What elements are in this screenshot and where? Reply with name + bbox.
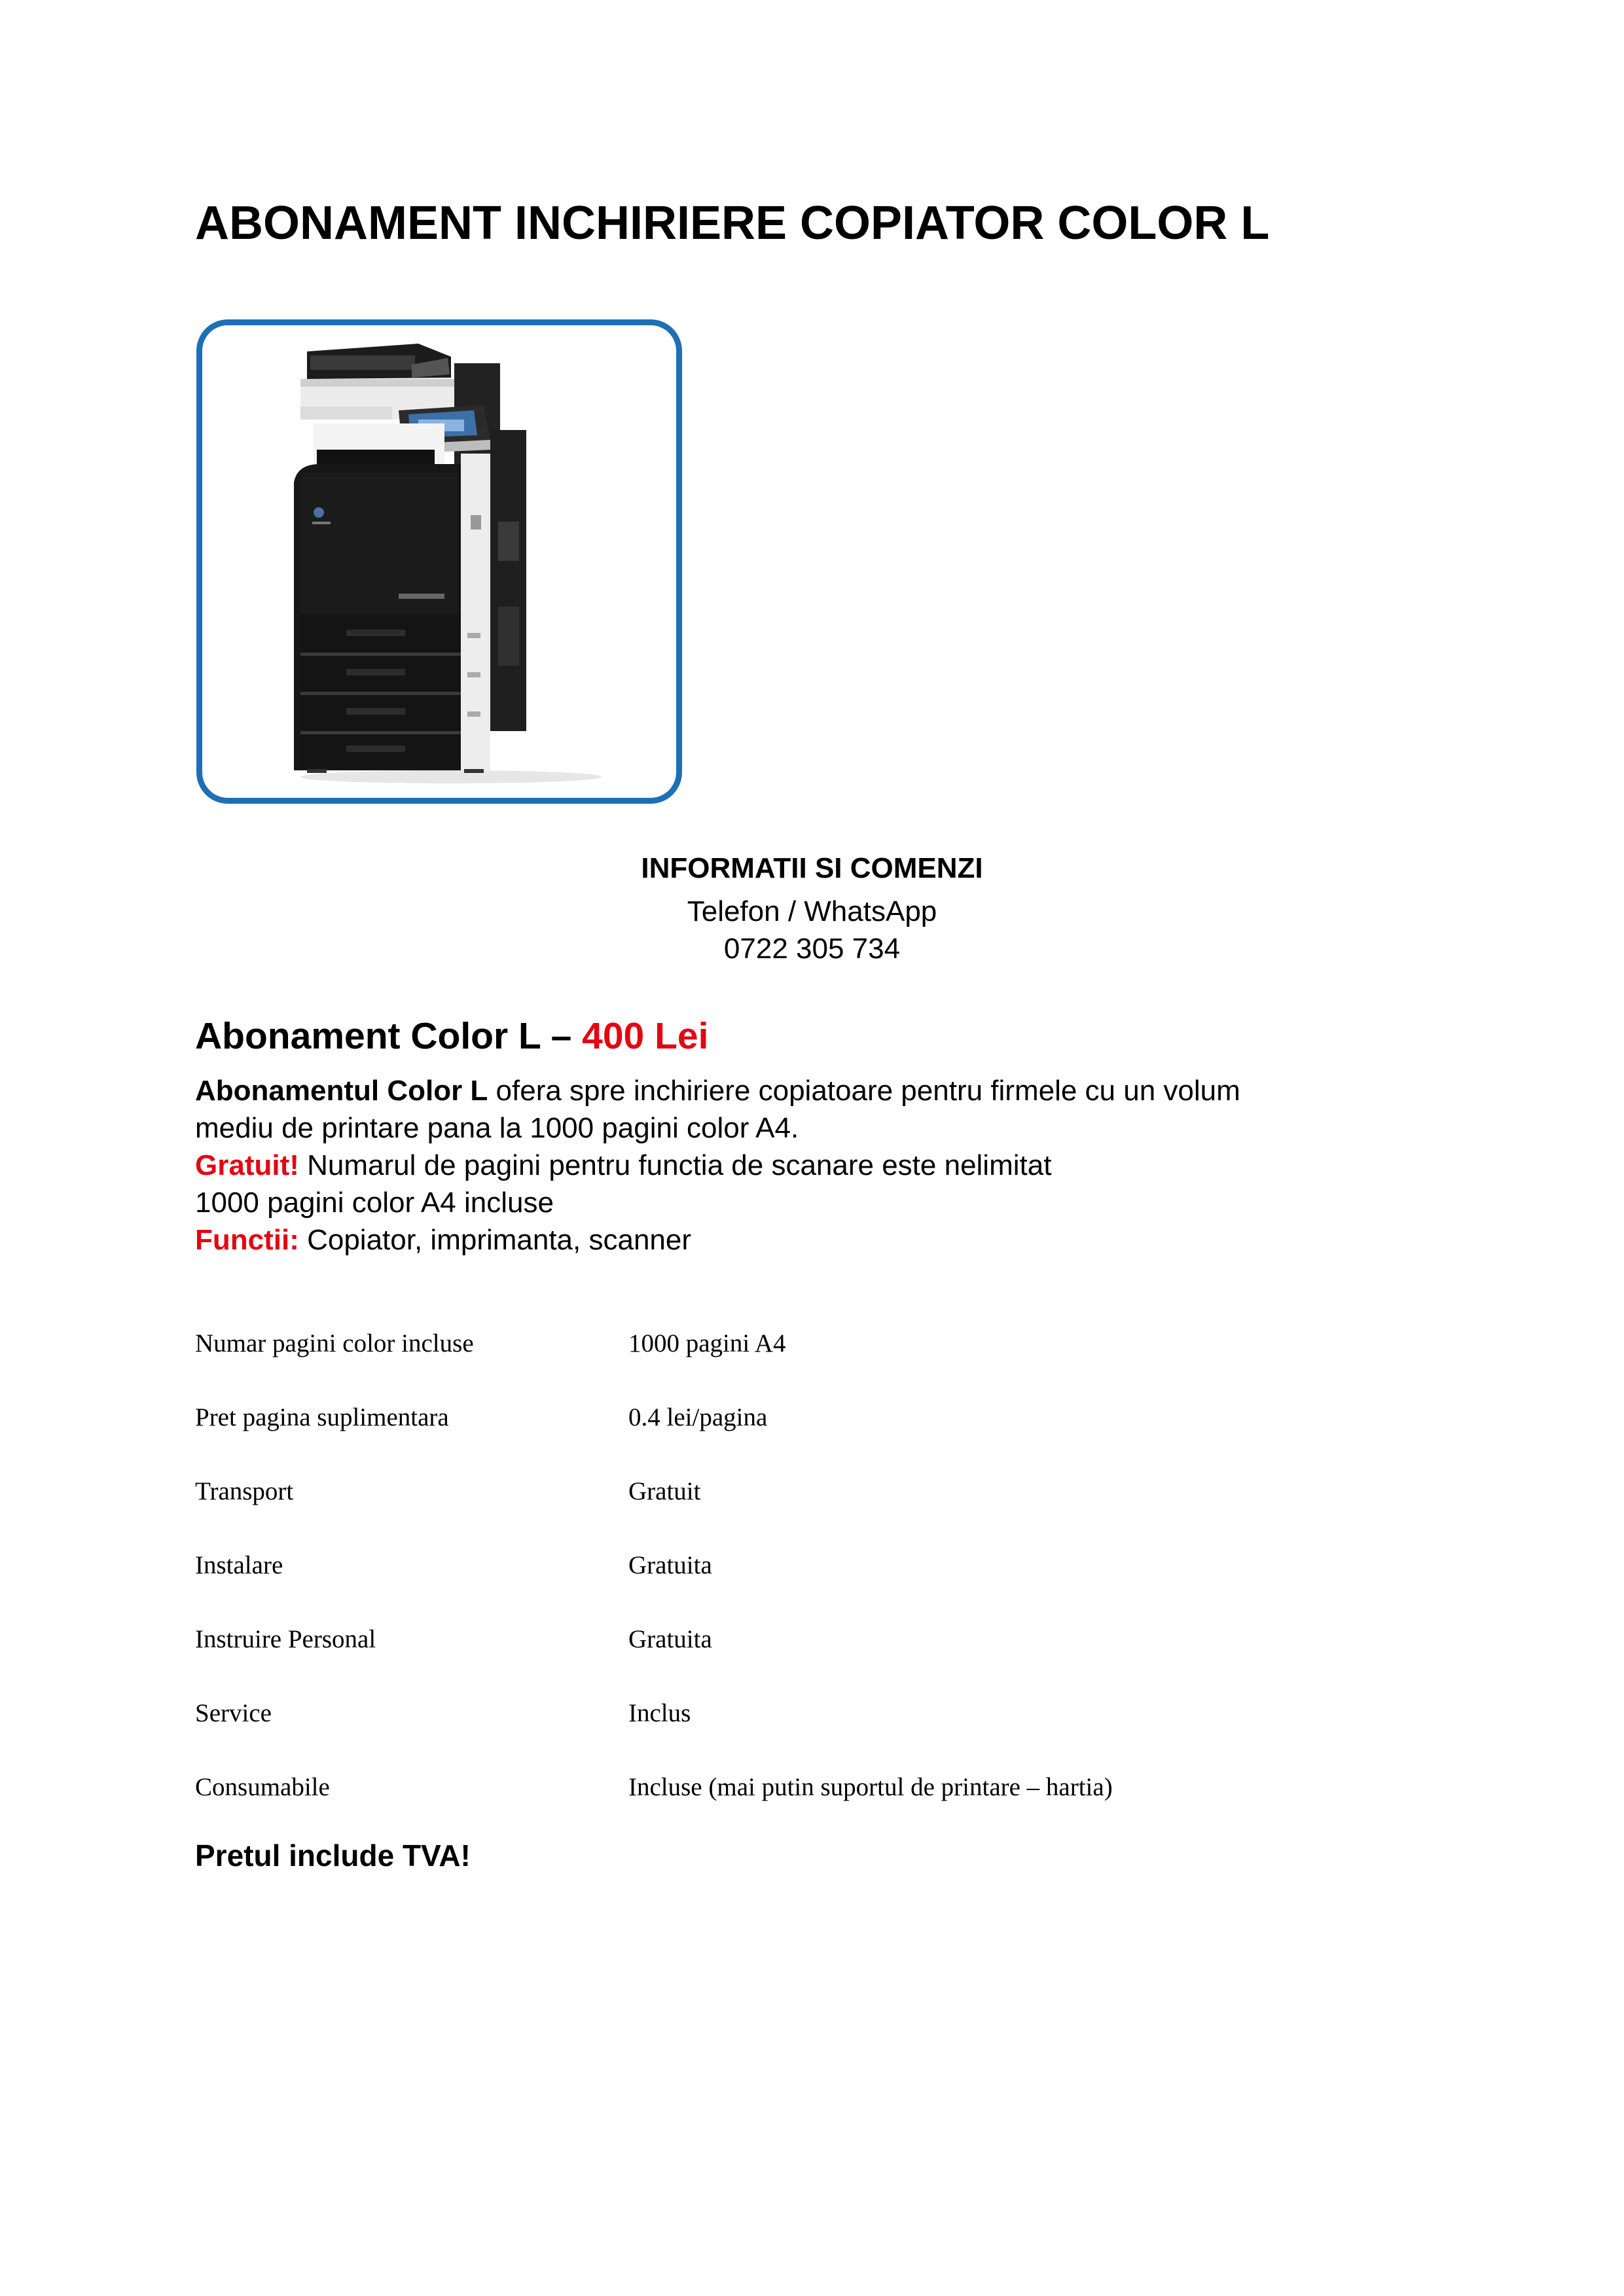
functions-note — [195, 1224, 691, 1257]
contact-phone[interactable]: 0722 305 734 — [723, 933, 901, 965]
vat-note: Pretul include TVA! — [195, 1839, 471, 1873]
spec-label: Consumabile — [195, 1773, 330, 1801]
functions-label: Functii: — [195, 1224, 299, 1256]
spec-value: Gratuita — [628, 1625, 712, 1653]
spec-value: 1000 pagini A4 — [628, 1329, 786, 1357]
plan-heading — [195, 1014, 708, 1058]
spec-label: Numar pagini color incluse — [195, 1329, 474, 1357]
plan-price: 400 Lei — [582, 1015, 709, 1057]
spec-value: Gratuit — [628, 1477, 701, 1505]
plan-description-text: ofera spre inchiriere copiatoare pentru firmele cu un volum — [488, 1075, 1240, 1107]
spec-label: Transport — [195, 1477, 294, 1505]
plan-description-bold: Abonamentul Color L — [195, 1075, 488, 1107]
spec-value: Gratuita — [628, 1551, 712, 1579]
free-scan-note — [195, 1149, 1051, 1182]
plan-description-line2: mediu de printare pana la 1000 pagini color A4. — [195, 1112, 799, 1144]
spec-value: Incluse (mai putin suportul de printare – hartia) — [628, 1773, 1113, 1801]
included-pages-note: 1000 pagini color A4 incluse — [195, 1187, 554, 1219]
spec-label: Instruire Personal — [195, 1625, 376, 1653]
functions-text: Copiator, imprimanta, scanner — [298, 1224, 692, 1256]
spec-value: Inclus — [628, 1699, 691, 1727]
contact-channel: Telefon / WhatsApp — [687, 895, 937, 927]
spec-label: Instalare — [195, 1551, 283, 1579]
contact-heading: INFORMATII SI COMENZI — [641, 852, 983, 884]
spec-label: Service — [195, 1699, 272, 1727]
product-photo-frame — [196, 319, 682, 804]
free-label: Gratuit! — [195, 1149, 299, 1181]
spec-value: 0.4 lei/pagina — [628, 1403, 768, 1431]
plan-description-line1 — [195, 1075, 1240, 1107]
copier-icon — [202, 325, 676, 798]
spec-label: Pret pagina suplimentara — [195, 1403, 449, 1431]
plan-name: Abonament Color L – — [195, 1015, 583, 1057]
free-text: Numarul de pagini pentru functia de scanare este nelimitat — [298, 1149, 1052, 1181]
page-title: ABONAMENT INCHIRIERE COPIATOR COLOR L — [195, 197, 1270, 249]
